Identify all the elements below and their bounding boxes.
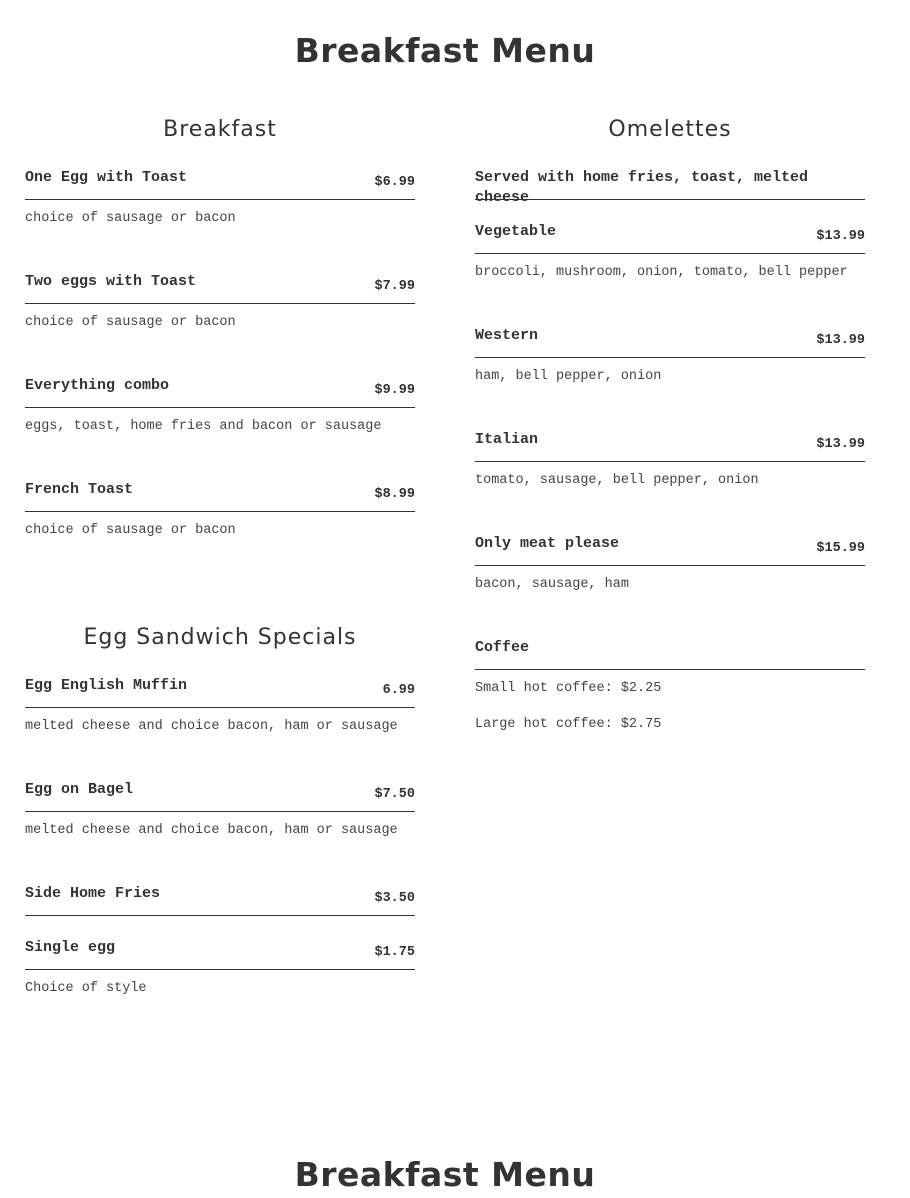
menu-item-price: $15.99 <box>816 541 865 556</box>
menu-item-name: Egg English Muffin <box>25 677 188 694</box>
menu-item-name: One Egg with Toast <box>25 169 188 186</box>
menu-item-name: Egg on Bagel <box>25 781 134 798</box>
menu-item-name: Everything combo <box>25 377 170 394</box>
menu-item-price: $3.50 <box>374 891 415 906</box>
menu-item-name: Side Home Fries <box>25 885 161 902</box>
menu-intro <box>475 168 865 222</box>
menu-item-description: bacon, sausage, ham <box>475 577 629 592</box>
right-column <box>475 112 865 734</box>
section-title-breakfast: Breakfast <box>163 117 277 142</box>
coffee-header <box>475 638 865 670</box>
menu-item-header <box>25 376 415 408</box>
menu-item-description: melted cheese and choice bacon, ham or sausage <box>25 719 398 734</box>
menu-item-price: $9.99 <box>374 383 415 398</box>
menu-item-description: Choice of style <box>25 981 147 996</box>
menu-item <box>25 168 415 272</box>
omelettes-section <box>475 112 865 734</box>
menu-item-header <box>25 480 415 512</box>
menu-item-name: French Toast <box>25 481 134 498</box>
menu-item-price: $7.50 <box>374 787 415 802</box>
menu-item <box>25 480 415 540</box>
menu-item-price: $1.75 <box>374 945 415 960</box>
menu-item-description: tomato, sausage, bell pepper, onion <box>475 473 759 488</box>
menu-item-header <box>25 272 415 304</box>
menu-item-header <box>25 884 415 916</box>
menu-item-price: $8.99 <box>374 487 415 502</box>
next-page-title: Breakfast Menu <box>294 1155 596 1194</box>
menu-item <box>25 884 415 938</box>
menu-item-description: eggs, toast, home fries and bacon or sausage <box>25 419 382 434</box>
menu-item-name: Only meat please <box>475 535 620 552</box>
menu-item-price: $13.99 <box>816 437 865 452</box>
left-column <box>25 112 415 998</box>
menu-item <box>25 676 415 780</box>
menu-item-header <box>475 222 865 254</box>
menu-item <box>25 938 415 998</box>
menu-intro-text: Served with home fries, toast, melted cheese <box>475 169 809 206</box>
menu-item <box>475 534 865 638</box>
menu-item <box>25 272 415 376</box>
menu-item-header <box>475 534 865 566</box>
egg-sandwich-section <box>25 620 415 998</box>
menu-item-description: melted cheese and choice bacon, ham or sausage <box>25 823 398 838</box>
menu-item-header <box>475 430 865 462</box>
page-title: Breakfast Menu <box>294 31 596 70</box>
menu-item <box>475 222 865 326</box>
menu-item-description: broccoli, mushroom, onion, tomato, bell pepper <box>475 265 848 280</box>
menu-item-description: choice of sausage or bacon <box>25 315 236 330</box>
menu-item-description: choice of sausage or bacon <box>25 523 236 538</box>
menu-item-description: ham, bell pepper, onion <box>475 369 662 384</box>
menu-item-price: $13.99 <box>816 333 865 348</box>
breakfast-section <box>25 112 415 540</box>
menu-item-name: Italian <box>475 431 539 448</box>
menu-item-price: $7.99 <box>374 279 415 294</box>
menu-item-name: Vegetable <box>475 223 557 240</box>
coffee-title: Coffee <box>475 639 530 656</box>
menu-item-price: $13.99 <box>816 229 865 244</box>
menu-item-header <box>25 676 415 708</box>
menu-item-description: choice of sausage or bacon <box>25 211 236 226</box>
section-title-egg-sandwich: Egg Sandwich Specials <box>83 625 357 650</box>
menu-item <box>25 780 415 884</box>
menu-item-header <box>25 780 415 812</box>
menu-item-name: Western <box>475 327 539 344</box>
coffee-small: Small hot coffee: $2.25 <box>475 681 662 696</box>
menu-item <box>475 430 865 534</box>
menu-item <box>475 326 865 430</box>
menu-item-header <box>475 326 865 358</box>
menu-item <box>25 376 415 480</box>
menu-item-price: $6.99 <box>374 175 415 190</box>
menu-item-price: 6.99 <box>382 683 415 698</box>
menu-item-name: Two eggs with Toast <box>25 273 197 290</box>
menu-item-header <box>25 938 415 970</box>
coffee-large: Large hot coffee: $2.75 <box>475 717 662 732</box>
coffee-item <box>475 638 865 734</box>
menu-item-name: Single egg <box>25 939 116 956</box>
menu-intro-header <box>475 168 865 206</box>
section-title-omelettes: Omelettes <box>608 117 732 142</box>
menu-item-header <box>25 168 415 200</box>
